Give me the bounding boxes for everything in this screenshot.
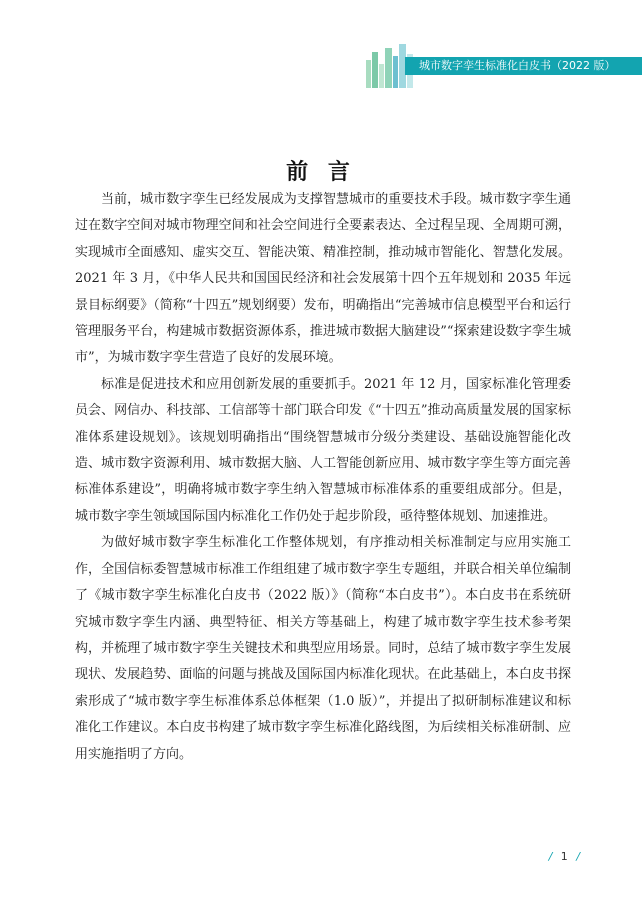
footer-separator-left: / — [548, 850, 553, 863]
header-title: 城市数字孪生标准化白皮书（2022 版） — [419, 59, 616, 72]
skyline-bar — [393, 56, 398, 88]
skyline-bar — [379, 64, 384, 88]
page-title: 前 言 — [286, 158, 356, 185]
footer-separator-right: / — [576, 850, 580, 863]
skyline-bar — [372, 52, 378, 88]
skyline-bar — [385, 48, 392, 88]
paragraph: 为做好城市数字孪生标准化工作整体规划，有序推动相关标准制定与应用实施工作，全国信标委智慧城市标准工作组组建了城市数字孪生专题组，并联合相关单位编制了《城市数字孪生标准化白皮书（2022 版）》（简称“本白皮书”）。本白皮书在系统研究城市数字孪生内涵、典型特征、相关方等基础上，构建了城市数字孪生技术参考架构，并梳理了城市数字孪生关键技术和典型应用场景。同时，总结了城市数字孪生发展现状、发展趋势、面临的问题与挑战及国际国内标准化现状。在此基础上，本白皮书探索形成了“城市数字孪生标准体系总体框架（1.0 版）”，并提出了拟研制标准建议和标准化工作建议。本白皮书构建了城市数字孪生标准化路线图，为后续相关标准研制、应用实施指明了方向。 — [75, 535, 571, 762]
paragraph: 当前，城市数字孪生已经发展成为支撑智慧城市的重要技术手段。城市数字孪生通过在数字空间对城市物理空间和社会空间进行全要素表达、全过程呈现、全周期可溯，实现城市全面感知、虚实交互、智能决策、精准控制，推动城市智能化、智慧化发展。2021 年 3 月，《中华人民共和国国民经济和社会发展第十四个五年规划和 2035 年远景目标纲要》（简称“十四五”规划纲要）发布，明确指出“完善城市信息模型平台和运行管理服务平台，构建城市数据资源体系，推进城市数据大脑建设”“探索建设数字孪生城市”，为城市数字孪生营造了良好的发展环境。 — [75, 192, 571, 366]
paragraph: 标准是促进技术和应用创新发展的重要抓手。2021 年 12 月，国家标准化管理委员会、网信办、科技部、工信部等十部门联合印发《“十四五”推动高质量发展的国家标准体系建设规划》。该规划明确指出“围绕智慧城市分级分类建设、基础设施智能化改造、城市数字资源利用、城市数据大脑、人工智能创新应用、城市数字孪生等方面完善标准体系建设”，明确将城市数字孪生纳入智慧城市标准体系的重要组成部分。但是，城市数字孪生领域国际国内标准化工作仍处于起步阶段，亟待整体规划、加速推进。 — [75, 376, 571, 524]
skyline-bar — [366, 60, 371, 88]
header-banner — [405, 57, 642, 75]
page-footer — [544, 850, 585, 863]
document-body — [75, 187, 571, 768]
page-number: 1 — [560, 850, 568, 863]
